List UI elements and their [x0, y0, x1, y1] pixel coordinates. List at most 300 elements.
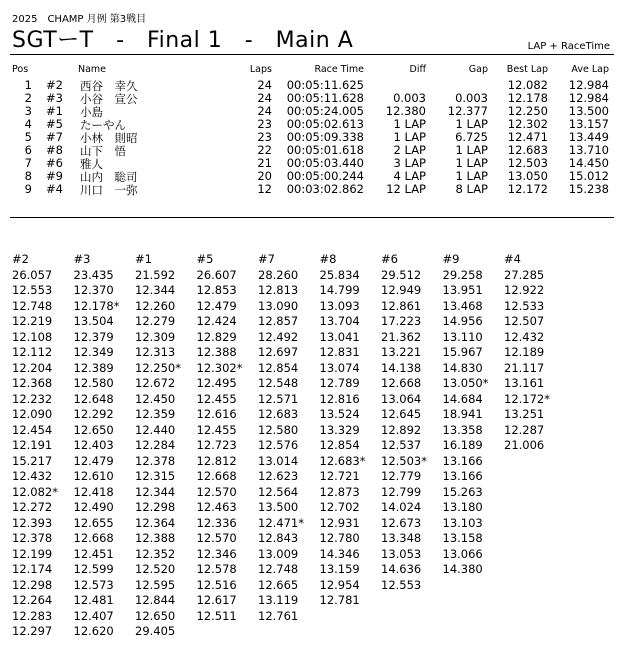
lap-time: 12.495 — [196, 376, 237, 390]
lap-time: 12.844 — [135, 593, 176, 607]
lap-column-car: #1 — [135, 252, 152, 266]
lap-time: 12.573 — [73, 577, 114, 592]
lap-time: 14.956 — [442, 314, 483, 328]
cell-diff: 3 LAP — [393, 156, 426, 170]
lap-time: 27.285 — [504, 267, 545, 282]
lap-time: 15.217 — [12, 453, 53, 468]
cell-car-number: #5 — [46, 117, 63, 131]
cell-gap: 1 LAP — [455, 143, 488, 157]
cell-race-time: 00:05:11.628 — [286, 91, 364, 105]
lap-time: 12.378 — [12, 531, 53, 545]
lap-time: 12.388 — [135, 531, 176, 545]
cell-ave-lap: 12.984 — [568, 91, 609, 105]
cell-ave-lap: 13.157 — [568, 117, 609, 131]
col-gap-header: Gap — [468, 64, 488, 75]
cell-best-lap: 12.471 — [507, 130, 548, 144]
lap-time: 12.388 — [196, 345, 237, 359]
lap-time: 15.263 — [442, 484, 483, 499]
cell-laps: 12 — [257, 182, 272, 196]
lap-time: 12.623 — [258, 469, 299, 483]
lap-time: 12.511 — [196, 608, 237, 623]
lap-time: 12.668 — [196, 469, 237, 483]
result-row — [10, 78, 614, 91]
cell-gap: 12.377 — [447, 104, 488, 118]
lap-time: 12.481 — [73, 593, 114, 607]
lap-time: 12.812 — [196, 453, 237, 468]
lap-time: 12.082* — [12, 484, 58, 499]
cell-gap: 1 LAP — [455, 156, 488, 170]
lap-time: 12.580 — [258, 422, 299, 437]
lap-time: 12.578 — [196, 562, 237, 576]
lap-time: 12.610 — [73, 469, 114, 483]
lap-time: 13.066 — [442, 546, 483, 561]
cell-race-time: 00:05:00.244 — [286, 169, 364, 183]
lap-time: 15.967 — [442, 345, 483, 359]
lap-time: 12.298 — [135, 500, 176, 514]
cell-driver-name: 山内 聡司 — [80, 170, 138, 184]
cell-pos: 6 — [24, 143, 32, 157]
lap-time: 12.668 — [73, 531, 114, 545]
lap-time: 13.524 — [319, 407, 360, 421]
cell-laps: 24 — [257, 78, 272, 92]
lap-time: 12.178* — [73, 298, 120, 313]
lap-time: 12.352 — [135, 546, 176, 561]
lap-time: 16.189 — [442, 438, 483, 452]
result-row — [10, 91, 614, 104]
lap-time: 12.359 — [135, 407, 176, 421]
lap-time: 13.103 — [442, 515, 483, 530]
cell-ave-lap: 15.012 — [568, 169, 609, 183]
lap-column — [12, 252, 70, 640]
lap-time: 12.854 — [319, 438, 360, 452]
lap-time: 12.490 — [73, 500, 114, 514]
lap-time: 12.284 — [135, 438, 176, 452]
lap-column — [443, 252, 501, 578]
cell-driver-name: 小島 — [80, 105, 103, 119]
cell-car-number: #1 — [46, 104, 63, 118]
cell-race-time: 00:05:09.338 — [286, 130, 364, 144]
lap-time: 12.507 — [504, 314, 545, 328]
lap-column-car: #2 — [12, 252, 29, 266]
lap-time: 14.024 — [381, 500, 422, 514]
cell-diff: 1 LAP — [393, 130, 426, 144]
lap-column — [320, 252, 378, 609]
cell-gap: 1 LAP — [455, 169, 488, 183]
lap-column-car: #3 — [73, 252, 91, 266]
lap-time: 12.665 — [258, 577, 299, 592]
lap-column-car: #4 — [504, 252, 521, 266]
lap-column-car: #9 — [442, 252, 460, 266]
results-body — [10, 78, 614, 195]
lap-time: 12.450 — [135, 391, 176, 406]
lap-column — [258, 252, 316, 624]
lap-time: 12.645 — [381, 407, 422, 421]
cell-race-time: 00:05:02.613 — [286, 117, 364, 131]
cell-pos: 2 — [24, 91, 32, 105]
lap-time: 13.951 — [442, 283, 483, 297]
lap-time: 12.112 — [12, 345, 53, 359]
cell-race-time: 00:05:03.440 — [286, 156, 364, 170]
cell-laps: 22 — [257, 143, 272, 157]
lap-time: 12.892 — [381, 422, 422, 437]
cell-pos: 1 — [24, 78, 32, 92]
lap-time: 13.158 — [442, 531, 483, 545]
lap-time: 12.829 — [196, 329, 237, 344]
cell-gap: 8 LAP — [455, 182, 488, 196]
lap-time: 12.503* — [381, 453, 427, 468]
lap-time: 12.403 — [73, 438, 114, 452]
results-table — [10, 64, 614, 195]
cell-laps: 21 — [257, 156, 272, 170]
result-row — [10, 169, 614, 182]
lap-time: 12.576 — [258, 438, 299, 452]
lap-time: 13.166 — [442, 469, 483, 483]
mode-label: LAP + RaceTime — [527, 41, 610, 52]
lap-time: 28.260 — [258, 267, 299, 282]
lap-time: 12.298 — [12, 577, 53, 592]
col-name-header: Name — [78, 64, 107, 75]
lap-time: 12.297 — [12, 624, 53, 638]
lap-time: 13.074 — [319, 360, 360, 375]
cell-driver-name: 雅人 — [80, 157, 103, 171]
cell-best-lap: 12.683 — [507, 143, 548, 157]
lap-time: 12.393 — [12, 515, 53, 530]
lap-time: 12.548 — [258, 376, 299, 390]
lap-time: 12.616 — [196, 407, 237, 421]
cell-race-time: 00:05:24.005 — [286, 104, 364, 118]
lap-time: 12.272 — [12, 500, 53, 514]
lap-time: 13.468 — [442, 298, 483, 313]
lap-time: 12.407 — [73, 608, 114, 623]
lap-time: 25.834 — [319, 267, 360, 282]
lap-time: 12.672 — [135, 376, 176, 390]
lap-time: 12.313 — [135, 345, 176, 359]
cell-car-number: #9 — [46, 169, 63, 183]
lap-time: 12.799 — [381, 484, 422, 499]
lap-time: 12.580 — [73, 376, 114, 390]
lap-time: 12.553 — [381, 577, 422, 592]
lap-time: 13.041 — [319, 329, 360, 344]
lap-time: 12.174 — [12, 562, 53, 576]
cell-pos: 7 — [24, 156, 32, 170]
lap-time: 12.595 — [135, 577, 176, 592]
lap-time: 12.949 — [381, 283, 422, 297]
cell-pos: 5 — [24, 130, 32, 144]
lap-time: 12.779 — [381, 469, 422, 483]
lap-column-car: #7 — [258, 252, 275, 266]
lap-time: 12.389 — [73, 360, 114, 375]
results-header-row — [10, 64, 614, 78]
lap-time: 12.655 — [73, 515, 114, 530]
lap-time: 12.344 — [135, 484, 176, 499]
event-title: 2025 CHAMP 月例 第3戦目 — [12, 14, 147, 25]
lap-time: 12.336 — [196, 515, 237, 530]
lap-time: 13.358 — [442, 422, 483, 437]
lap-time: 12.287 — [504, 422, 545, 437]
lap-column — [504, 252, 562, 454]
lap-time: 12.599 — [73, 562, 114, 576]
cell-driver-name: 山下 悟 — [80, 144, 126, 158]
cell-car-number: #4 — [46, 182, 63, 196]
lap-time: 12.108 — [12, 329, 53, 344]
lap-time: 13.053 — [381, 546, 422, 561]
header-divider — [10, 54, 614, 55]
lap-time: 13.500 — [258, 500, 299, 514]
cell-best-lap: 12.250 — [507, 104, 548, 118]
cell-best-lap: 12.178 — [507, 91, 548, 105]
lap-time: 12.564 — [258, 484, 299, 499]
lap-time: 12.418 — [73, 484, 114, 499]
cell-laps: 23 — [257, 117, 272, 131]
col-diff-header: Diff — [409, 64, 426, 75]
cell-car-number: #7 — [46, 130, 63, 144]
lap-time: 12.455 — [196, 391, 237, 406]
lap-time: 12.954 — [319, 577, 360, 592]
lap-time: 29.258 — [442, 267, 483, 282]
lap-time: 13.009 — [258, 546, 299, 561]
lap-time: 12.479 — [73, 453, 114, 468]
lap-time: 12.454 — [12, 422, 53, 437]
lap-column-car: #8 — [319, 252, 337, 266]
lap-time: 13.050* — [442, 376, 489, 390]
lap-time: 12.789 — [319, 376, 360, 390]
lap-time: 12.922 — [504, 283, 545, 297]
cell-car-number: #6 — [46, 156, 63, 170]
cell-ave-lap: 13.500 — [568, 104, 609, 118]
lap-time: 13.093 — [319, 298, 360, 313]
lap-time: 12.861 — [381, 298, 422, 313]
lap-column — [74, 252, 132, 640]
lap-time: 12.873 — [319, 484, 360, 499]
lap-time: 13.064 — [381, 391, 422, 406]
lap-time: 12.520 — [135, 562, 176, 576]
cell-ave-lap: 13.710 — [568, 143, 609, 157]
col-bestlap-header: Best Lap — [506, 64, 548, 75]
col-racetime-header: Race Time — [314, 64, 364, 75]
lap-time: 12.748 — [258, 562, 299, 576]
lap-time: 12.650 — [135, 608, 176, 623]
lap-time: 26.607 — [196, 267, 237, 282]
lap-time: 18.941 — [442, 407, 483, 421]
cell-ave-lap: 12.984 — [568, 78, 609, 92]
lap-time: 13.180 — [442, 500, 483, 514]
cell-pos: 3 — [24, 104, 32, 118]
lap-time: 12.780 — [319, 531, 360, 545]
lap-time: 13.166 — [442, 453, 483, 468]
lap-time: 12.761 — [258, 608, 299, 623]
cell-diff: 1 LAP — [393, 117, 426, 131]
cell-diff: 0.003 — [393, 91, 426, 105]
lap-time: 29.405 — [135, 624, 176, 638]
lap-time: 12.344 — [135, 283, 176, 297]
cell-gap: 0.003 — [455, 91, 488, 105]
cell-car-number: #2 — [46, 78, 63, 92]
lap-time: 23.435 — [73, 267, 114, 282]
cell-driver-name: 小林 則昭 — [80, 131, 138, 145]
lap-time: 13.110 — [442, 329, 483, 344]
lap-time: 12.479 — [196, 298, 237, 313]
lap-time: 12.668 — [381, 376, 422, 390]
lap-time: 12.533 — [504, 298, 545, 313]
lap-time: 12.650 — [73, 422, 114, 437]
lap-time: 14.138 — [381, 360, 422, 375]
lap-time: 12.617 — [196, 593, 237, 607]
lap-time: 26.057 — [12, 267, 53, 282]
lap-time: 12.302* — [196, 360, 243, 375]
lap-time: 13.161 — [504, 376, 545, 390]
cell-pos: 9 — [24, 182, 32, 196]
cell-gap: 1 LAP — [455, 117, 488, 131]
result-row — [10, 156, 614, 169]
lap-time: 12.346 — [196, 546, 237, 561]
lap-time: 12.648 — [73, 391, 114, 406]
lap-time: 21.592 — [135, 267, 176, 282]
lap-time: 12.315 — [135, 469, 176, 483]
lap-time: 13.119 — [258, 593, 299, 607]
lap-time: 21.006 — [504, 438, 545, 452]
lap-time: 12.816 — [319, 391, 360, 406]
lap-time: 12.673 — [381, 515, 422, 530]
lap-time: 13.221 — [381, 345, 422, 359]
lap-time: 12.189 — [504, 345, 545, 359]
lap-time: 12.260 — [135, 298, 176, 313]
lap-column — [135, 252, 193, 640]
lap-time: 12.516 — [196, 577, 237, 592]
lap-time: 12.831 — [319, 345, 360, 359]
lap-time: 12.283 — [12, 608, 53, 623]
lap-time: 17.223 — [381, 314, 422, 328]
cell-best-lap: 12.172 — [507, 182, 548, 196]
page-title: SGTーT - Final 1 - Main A — [12, 28, 354, 53]
lap-time: 12.191 — [12, 438, 53, 452]
cell-gap: 6.725 — [455, 130, 488, 144]
cell-ave-lap: 15.238 — [568, 182, 609, 196]
lap-time: 14.799 — [319, 283, 360, 297]
lap-time: 12.199 — [12, 546, 53, 561]
result-row — [10, 143, 614, 156]
lap-time: 12.553 — [12, 283, 53, 297]
result-row — [10, 182, 614, 195]
lap-time: 14.346 — [319, 546, 360, 561]
lap-time: 12.463 — [196, 500, 237, 514]
cell-best-lap: 12.503 — [507, 156, 548, 170]
lap-time: 14.380 — [442, 562, 483, 576]
lap-time: 12.570 — [196, 484, 237, 499]
lap-time: 12.440 — [135, 422, 176, 437]
lap-column — [381, 252, 439, 593]
lap-column-car: #5 — [196, 252, 214, 266]
cell-laps: 24 — [257, 104, 272, 118]
cell-ave-lap: 13.449 — [568, 130, 609, 144]
lap-time: 21.362 — [381, 329, 422, 344]
lap-time: 13.251 — [504, 407, 545, 421]
lap-column — [197, 252, 255, 624]
lap-time: 13.348 — [381, 531, 422, 545]
cell-ave-lap: 14.450 — [568, 156, 609, 170]
cell-laps: 24 — [257, 91, 272, 105]
lap-time: 12.813 — [258, 283, 299, 297]
lap-time: 13.329 — [319, 422, 360, 437]
lap-time: 12.781 — [319, 593, 360, 607]
cell-laps: 23 — [257, 130, 272, 144]
lap-time: 12.683* — [319, 453, 366, 468]
lap-time: 12.368 — [12, 376, 53, 390]
result-row — [10, 130, 614, 143]
lap-time: 12.378 — [135, 453, 176, 468]
lap-column-car: #6 — [381, 252, 398, 266]
lap-time: 29.512 — [381, 267, 422, 282]
lap-time: 13.014 — [258, 453, 299, 468]
cell-race-time: 00:05:01.618 — [286, 143, 364, 157]
lap-time: 12.471* — [258, 515, 304, 530]
cell-driver-name: 川口 一弥 — [80, 183, 138, 197]
cell-diff: 2 LAP — [393, 143, 426, 157]
lap-time: 13.504 — [73, 314, 114, 328]
lap-time: 12.570 — [196, 531, 237, 545]
cell-best-lap: 12.302 — [507, 117, 548, 131]
lap-time: 12.748 — [12, 298, 53, 313]
lap-time: 12.172* — [504, 391, 550, 406]
lap-time: 12.455 — [196, 422, 237, 437]
lap-time: 12.537 — [381, 438, 422, 452]
lap-time: 12.697 — [258, 345, 299, 359]
lap-time: 12.721 — [319, 469, 360, 483]
lap-time: 14.830 — [442, 360, 483, 375]
lap-time: 12.264 — [12, 593, 53, 607]
cell-best-lap: 13.050 — [507, 169, 548, 183]
lap-time: 12.723 — [196, 438, 237, 452]
result-row — [10, 117, 614, 130]
lap-time: 12.571 — [258, 391, 299, 406]
lap-time: 12.309 — [135, 329, 176, 344]
lap-time: 12.853 — [196, 283, 237, 297]
cell-pos: 4 — [24, 117, 32, 131]
cell-diff: 12.380 — [385, 104, 426, 118]
lap-time: 12.349 — [73, 345, 114, 359]
col-avelap-header: Ave Lap — [571, 64, 609, 75]
col-pos-header: Pos — [12, 64, 29, 75]
lap-time: 12.204 — [12, 360, 53, 375]
lap-time: 13.090 — [258, 298, 299, 313]
lap-time: 12.683 — [258, 407, 299, 421]
lap-time: 12.232 — [12, 391, 53, 406]
lap-time: 12.451 — [73, 546, 114, 561]
cell-diff: 12 LAP — [386, 182, 426, 196]
lap-time: 12.432 — [504, 329, 545, 344]
lap-time: 12.364 — [135, 515, 176, 530]
lap-time: 21.117 — [504, 360, 545, 375]
lap-time: 12.292 — [73, 407, 114, 421]
lap-time: 12.379 — [73, 329, 114, 344]
cell-race-time: 00:03:02.862 — [286, 182, 364, 196]
cell-driver-name: 小谷 宣公 — [80, 92, 138, 106]
cell-driver-name: たーやん — [80, 118, 126, 132]
lap-time: 12.370 — [73, 283, 114, 297]
cell-driver-name: 西谷 幸久 — [80, 79, 138, 93]
cell-diff: 4 LAP — [393, 169, 426, 183]
lap-time: 14.684 — [442, 391, 483, 406]
cell-car-number: #3 — [46, 91, 63, 105]
result-row — [10, 104, 614, 117]
lap-time: 12.424 — [196, 314, 237, 328]
col-laps-header: Laps — [249, 64, 272, 75]
lap-time: 13.704 — [319, 314, 360, 328]
lap-time: 12.250* — [135, 360, 181, 375]
lap-time: 14.636 — [381, 562, 422, 576]
lap-time: 12.492 — [258, 329, 299, 344]
lap-time: 13.159 — [319, 562, 360, 576]
lap-time: 12.857 — [258, 314, 299, 328]
